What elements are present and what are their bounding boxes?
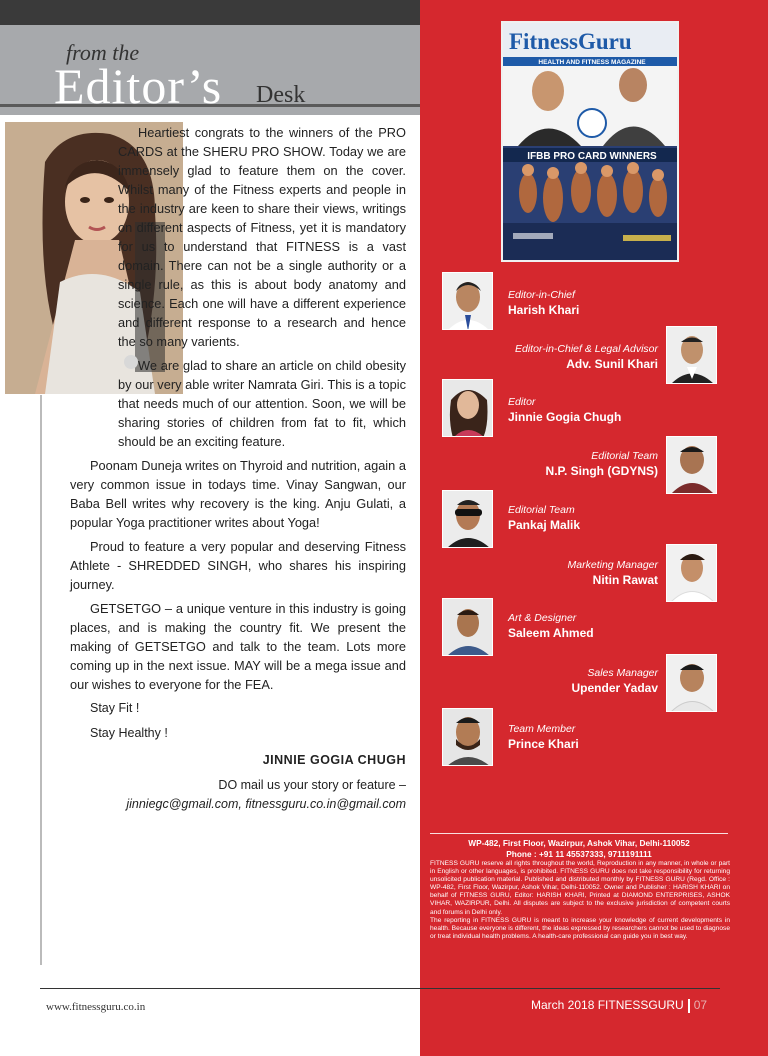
staff-photo-sunil bbox=[666, 326, 717, 384]
staff-entry bbox=[572, 667, 658, 695]
signoff-healthy: Stay Healthy ! bbox=[90, 726, 168, 740]
phone-line: Phone : +91 11 45537333, 9711191111 bbox=[506, 849, 652, 859]
page-number: 07 bbox=[693, 998, 708, 1012]
footer-website[interactable]: www.fitnessguru.co.in bbox=[46, 1001, 146, 1013]
staff-entry bbox=[508, 289, 579, 317]
footer-divider bbox=[688, 999, 690, 1013]
staff-role: Editor-in-Chief bbox=[508, 289, 575, 301]
staff-entry bbox=[508, 723, 579, 751]
photo-wrap-space bbox=[0, 123, 118, 445]
staff-entry bbox=[515, 343, 658, 371]
column-divider bbox=[40, 395, 42, 965]
mail-note: DO mail us your story or feature – bbox=[218, 778, 406, 792]
staff-role: Editor-in-Chief & Legal Advisor bbox=[515, 343, 658, 355]
staff-name: Adv. Sunil Khari bbox=[566, 357, 658, 371]
staff-photo-nitin bbox=[666, 544, 717, 602]
editorial-paragraph: We are glad to share an article on child obesity by our very able writer Namrata Giri. This is a topic that needs much of our attention. Soon, we will be sharing stories of children from fat to fit, which should be an exciting feature. bbox=[118, 358, 406, 449]
staff-role: Editorial Team bbox=[508, 504, 575, 516]
footer-rule bbox=[40, 988, 720, 989]
imprint-rule bbox=[430, 833, 728, 834]
editorial-paragraph: GETSETGO – a unique venture in this industry is going places, and is making the country fit. We present the making of GETSETGO and talk to the team. Lots more coming up in the next issue. MAY will be a mega issue and our wishes to everyone for the FEA. bbox=[70, 601, 406, 692]
staff-photo-saleem bbox=[442, 598, 493, 656]
staff-name: Upender Yadav bbox=[571, 681, 658, 695]
staff-name: Pankaj Malik bbox=[508, 518, 581, 532]
masthead-kicker: from the bbox=[66, 40, 140, 65]
editorial-paragraph: Poonam Duneja writes on Thyroid and nutrition, again a very common issue in todays time. Vinay Sangwan, our Baba Bell writes why recovery is the king. Anju Gulati, a popular Yoga practitioner writes about Yoga! bbox=[70, 458, 406, 530]
magazine-cover bbox=[501, 21, 679, 262]
top-bar bbox=[0, 0, 420, 25]
staff-name: Prince Khari bbox=[508, 737, 579, 751]
staff-role: Art & Designer bbox=[508, 612, 577, 624]
staff-role: Editorial Team bbox=[591, 450, 658, 462]
staff-role: Sales Manager bbox=[587, 667, 658, 679]
staff-entry bbox=[508, 612, 594, 640]
staff-role: Team Member bbox=[508, 723, 576, 735]
masthead-suffix: Desk bbox=[256, 82, 306, 108]
imprint-text bbox=[430, 860, 730, 941]
editorial-paragraph: Heartiest congrats to the winners of the PRO CARDS at the SHERU PRO SHOW. Today we are immensely glad to feature them on the cover. Whilst many of the Fitness experts and people in the industry are keen to share their views, writings on different aspects of Fitness, yet it is mandatory for us to understand that FITNESS is a vast domain. There can not be a single authority or a single rule, as this is about body anatomy and science. Each one will have a different experience and different response to a research and hence the so many varients. bbox=[118, 125, 406, 349]
staff-photo-jinnie bbox=[442, 379, 493, 437]
staff-photo-pankaj bbox=[442, 490, 493, 548]
staff-photo-upender bbox=[666, 654, 717, 712]
staff-role: Marketing Manager bbox=[567, 559, 658, 571]
staff-photo-harish bbox=[442, 272, 493, 330]
staff-name: Saleem Ahmed bbox=[508, 626, 594, 640]
cover-tagline: HEALTH AND FITNESS MAGAZINE bbox=[538, 59, 646, 66]
staff-entry bbox=[508, 504, 580, 532]
staff-name: Harish Khari bbox=[508, 303, 580, 317]
staff-photo-np-singh bbox=[666, 436, 717, 494]
footer-issue-label: March 2018 FITNESSGURU bbox=[531, 998, 684, 1012]
editorial-body bbox=[70, 123, 406, 814]
imprint-rights: FITNESS GURU reserve all rights throughout the world, Reproduction in any manner, in whole or part in English or other languages, is prohibited. FITNESS GURU does not take responsibility for returning unsolicited publication material. Published and distributed monthly by FITNESS GURU (Regd. Office : WP-482, First Floor, Wazirpur, Ashok Vihar, Delhi-110052. Owner and Publisher : HARISH KHARI on behalf of FITNESS GURU, Editor: HARISH KHARI, Printed at DIAMOND ENTERPRISES, ASHOK VIHAR, WAZIRPUR, Delhi. All disputes are subject to the exclusive jurisdiction of competent courts and forums in Delhi only. bbox=[430, 860, 730, 916]
editorial-paragraph: Proud to feature a very popular and deserving Fitness Athlete - SHREDDED SINGH, who shares his inspiring journey. bbox=[70, 539, 406, 592]
staff-role: Editor bbox=[508, 396, 536, 408]
signoff-fit: Stay Fit ! bbox=[90, 701, 140, 715]
footer-issue bbox=[531, 998, 707, 1013]
staff-name: Nitin Rawat bbox=[592, 573, 658, 587]
address-line: WP-482, First Floor, Wazirpur, Ashok Vihar, Delhi-110052 bbox=[468, 838, 690, 848]
staff-entry bbox=[508, 396, 621, 424]
imprint-disclaimer: The reporting in FITNESS GURU is meant to increase your knowledge of current developments in health. Because everyone is different, the ideas expressed by researchers cannot be used to diagnose or treat individual health problems. A health-care professional can guide you in best way. bbox=[430, 916, 730, 940]
cover-headline: IFBB PRO CARD WINNERS bbox=[527, 151, 657, 162]
mail-addresses[interactable]: jinniegc@gmail.com, fitnessguru.co.in@gmail.com bbox=[126, 797, 406, 811]
staff-entry bbox=[568, 559, 658, 587]
masthead-title: Editor’s bbox=[54, 58, 223, 114]
cover-brand: FitnessGuru bbox=[509, 29, 632, 54]
staff-name: N.P. Singh (GDYNS) bbox=[545, 464, 658, 478]
staff-entry bbox=[546, 450, 658, 478]
staff-name: Jinnie Gogia Chugh bbox=[508, 410, 622, 424]
staff-photo-prince bbox=[442, 708, 493, 766]
editor-signature: JINNIE GOGIA CHUGH bbox=[262, 753, 406, 767]
publisher-address bbox=[430, 838, 728, 860]
